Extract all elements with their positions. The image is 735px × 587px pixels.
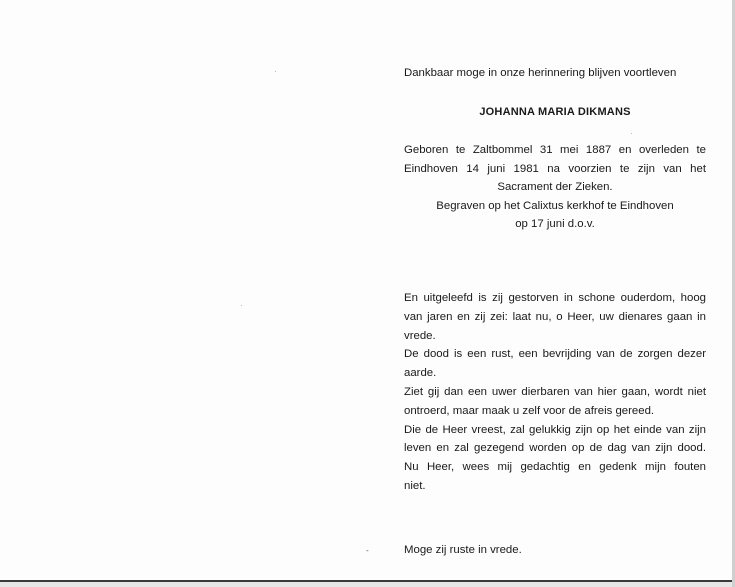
crease-mark: · [240, 301, 243, 310]
biography [404, 141, 706, 234]
crease-mark: - [366, 546, 369, 555]
crease-mark: · [630, 129, 633, 138]
verse-line: aarde. [404, 367, 437, 380]
bio-line: Eindhoven 14 juni 1981 na voorzien te zijn van het [404, 162, 706, 175]
verse-line: Nu Heer, wees mij gedachtig en gedenk mijn fouten [404, 461, 706, 474]
intro-text: Dankbaar moge in onze herinnering blijven voortleven [404, 67, 677, 79]
closing-text: Moge zij ruste in vrede. [404, 544, 522, 556]
verse-line: niet. [404, 479, 426, 492]
verse-line: De dood is een rust, een bevrijding van de zorgen dezer [404, 348, 706, 361]
bio-line: Sacrament der Zieken. [497, 181, 613, 193]
verse-line: Ziet gij dan een uwer dierbaren van hier gaan, wordt niet [404, 385, 706, 398]
crease-mark: · [274, 67, 277, 76]
bio-line: op 17 juni d.o.v. [515, 218, 595, 230]
bio-line: Geboren te Zaltbommel 31 mei 1887 en overleden te [404, 144, 706, 156]
verse-line: Die de Heer vreest, zal gelukkig zijn op het einde van zijn [404, 423, 706, 436]
verse-line: van jaren en zij zei: laat nu, o Heer, uw dienares gaan in [404, 310, 706, 323]
deceased-name: JOHANNA MARIA DIKMANS [479, 106, 631, 118]
bio-line: Begraven op het Calixtus kerkhof te Eindhoven [436, 199, 674, 212]
verse-line: leven en zal gezegend worden op de dag van zijn dood. [404, 442, 706, 455]
verse-line: ontroerd, maar maak u zelf voor de afreis gereed. [404, 404, 655, 417]
memorial-verse [404, 289, 706, 496]
scan-border [0, 582, 735, 587]
verse-line: vrede. [404, 329, 436, 342]
verse-line: En uitgeleefd is zij gestorven in schone ouderdom, hoog [404, 292, 706, 304]
